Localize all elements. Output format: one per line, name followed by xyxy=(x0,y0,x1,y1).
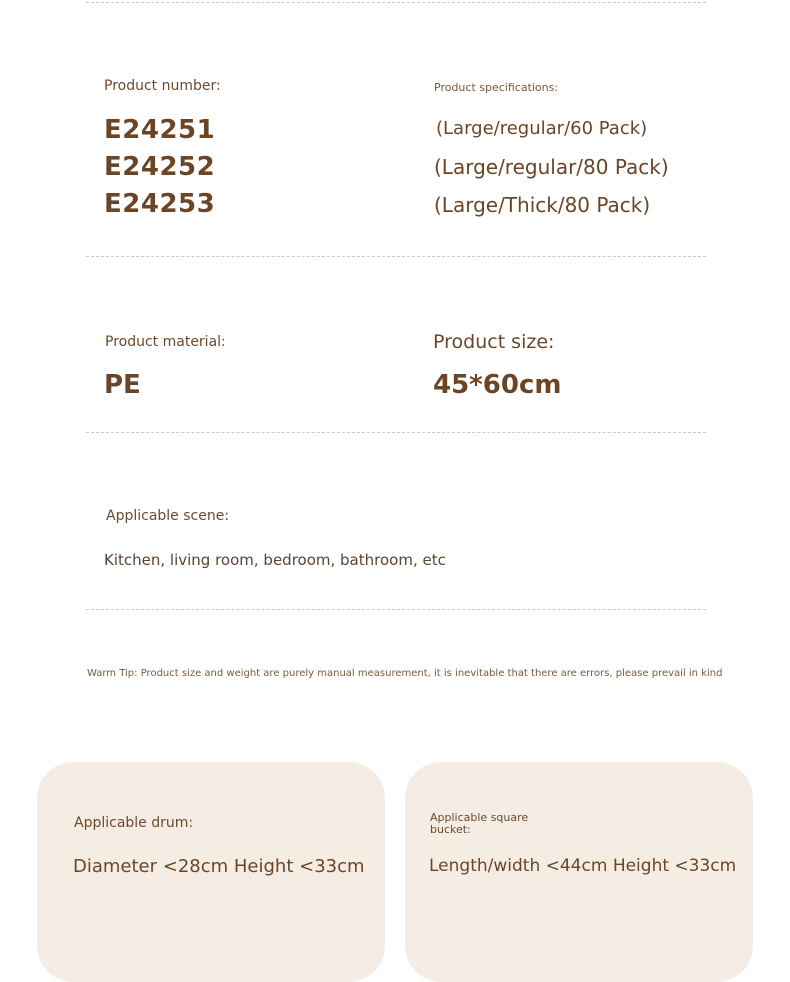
divider-2 xyxy=(86,432,706,433)
product-number-label: Product number: xyxy=(104,78,221,94)
applicable-scene-value: Kitchen, living room, bedroom, bathroom, etc xyxy=(104,551,446,569)
divider-1 xyxy=(86,256,706,257)
spec-item-3: (Large/Thick/80 Pack) xyxy=(434,193,651,217)
product-material-label: Product material: xyxy=(105,334,226,350)
product-size-value: 45*60cm xyxy=(433,370,562,400)
product-size-label: Product size: xyxy=(433,331,555,353)
drum-label: Applicable drum: xyxy=(74,815,194,831)
drum-value: Diameter <28cm Height <33cm xyxy=(73,856,365,877)
spec-item-2: (Large/regular/80 Pack) xyxy=(434,155,669,179)
square-bucket-card xyxy=(405,762,753,982)
top-divider xyxy=(86,2,706,3)
product-code-1: E24251 xyxy=(104,115,216,145)
warm-tip: Warm Tip: Product size and weight are purely manual measurement, it is inevitable that there are errors, please prevail in kind xyxy=(87,668,723,679)
drum-card xyxy=(37,762,385,982)
product-code-2: E24252 xyxy=(104,152,216,182)
applicable-scene-label: Applicable scene: xyxy=(106,508,230,524)
spec-item-1: (Large/regular/60 Pack) xyxy=(436,118,648,139)
product-code-3: E24253 xyxy=(104,189,216,219)
product-specifications-label: Product specifications: xyxy=(434,81,559,94)
divider-3 xyxy=(86,609,706,610)
square-bucket-label: Applicable square bucket: xyxy=(430,811,529,836)
product-material-value: PE xyxy=(104,370,141,400)
square-bucket-value: Length/width <44cm Height <33cm xyxy=(429,856,737,876)
